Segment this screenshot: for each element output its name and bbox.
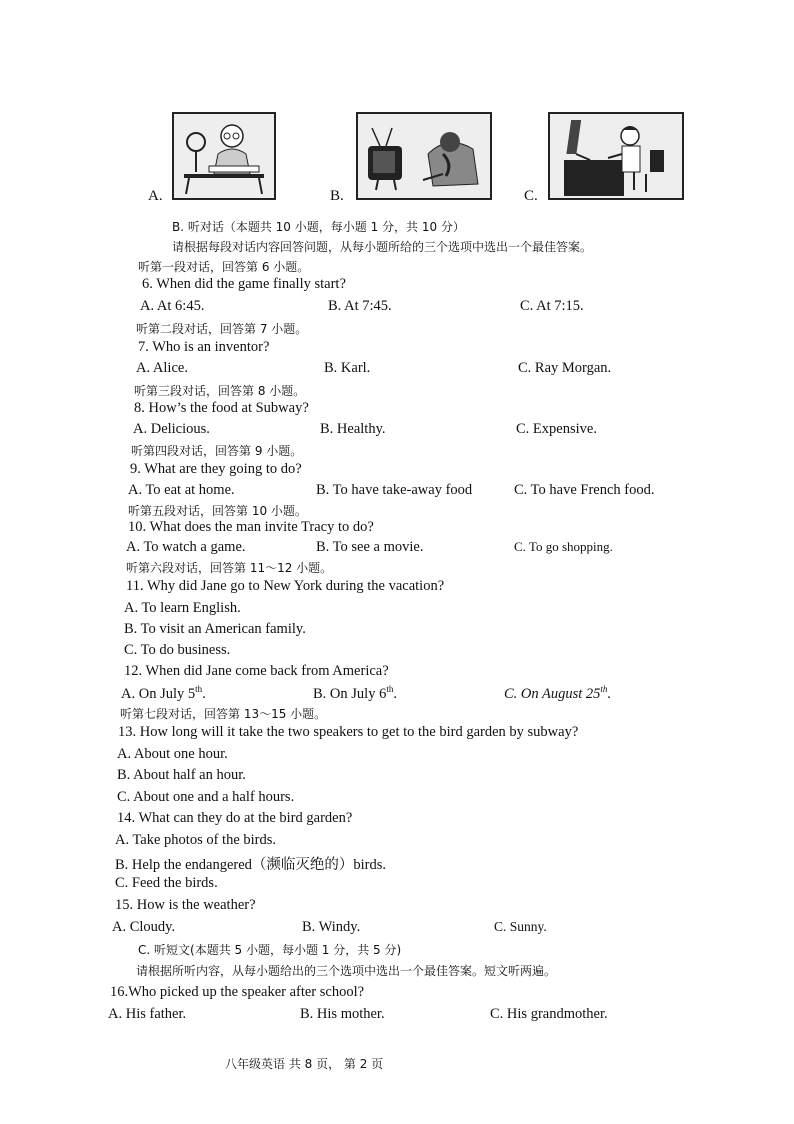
q11-option-b: B. To visit an American family. [124, 621, 306, 637]
section-b-instruction: 请根据每段对话内容回答问题，从每小题所给的三个选项中选出一个最佳答案。 [172, 240, 593, 254]
q16-option-c: C. His grandmother. [490, 1006, 608, 1022]
q10-option-a: A. To watch a game. [126, 539, 246, 555]
picture-a [172, 112, 276, 200]
q7-question: 7. Who is an inventor? [138, 339, 270, 355]
q9-option-b: B. To have take-away food [316, 482, 473, 498]
picture-b-label: B. [330, 188, 344, 204]
q10-question: 10. What does the man invite Tracy to do? [128, 519, 374, 535]
q8-option-b: B. Healthy. [320, 421, 386, 437]
section-b-header: B. 听对话（本题共 10 小题，每小题 1 分，共 10 分） [172, 220, 465, 234]
q12-option-b-text: B. On July 6 [313, 685, 387, 702]
q13-option-a: A. About one hour. [117, 746, 228, 762]
q12-option-c-text: C. On August 25 [504, 685, 601, 702]
q8-option-a: A. Delicious. [133, 421, 210, 437]
dialogue-note-5: 听第五段对话，回答第 10 小题。 [128, 504, 307, 518]
q12-option-a [121, 684, 206, 703]
person-at-computer-icon [550, 114, 682, 198]
q7-option-c: C. Ray Morgan. [518, 360, 612, 376]
q15-question: 15. How is the weather? [115, 897, 256, 913]
dialogue-note-1: 听第一段对话，回答第 6 小题。 [138, 260, 310, 274]
q15-option-b: B. Windy. [302, 919, 361, 935]
q9-option-c: C. To have French food. [514, 482, 655, 498]
q16-option-b: B. His mother. [300, 1006, 385, 1022]
q12-option-c [504, 684, 611, 703]
section-c-instruction: 请根据所听内容，从每小题给出的三个选项中选出一个最佳答案。短文听两遍。 [136, 964, 557, 978]
q8-question: 8. How’s the food at Subway? [134, 400, 309, 416]
q12-option-b-end: . [393, 685, 397, 702]
picture-c-label: C. [524, 188, 538, 204]
q12-option-a-sup: th [195, 684, 203, 694]
section-c-header: C. 听短文(本题共 5 小题，每小题 1 分，共 5 分) [138, 943, 402, 957]
dialogue-note-6: 听第六段对话，回答第 11～12 小题。 [126, 561, 333, 575]
q14-option-a: A. Take photos of the birds. [115, 832, 277, 848]
q12-question: 12. When did Jane come back from America? [124, 663, 389, 679]
q9-option-a: A. To eat at home. [128, 482, 235, 498]
picture-a-label: A. [148, 188, 163, 204]
q10-option-b: B. To see a movie. [316, 539, 424, 555]
dialogue-note-3: 听第三段对话，回答第 8 小题。 [134, 384, 306, 398]
q14-option-c: C. Feed the birds. [115, 875, 218, 891]
q6-option-c: C. At 7:15. [520, 298, 584, 314]
q7-option-a: A. Alice. [136, 360, 188, 376]
q12-option-b-sup: th [386, 684, 394, 694]
dialogue-note-2: 听第二段对话，回答第 7 小题。 [136, 322, 308, 336]
q6-option-b: B. At 7:45. [328, 298, 392, 314]
q14-question: 14. What can they do at the bird garden? [117, 810, 353, 826]
q12-option-b [313, 684, 397, 703]
q6-question: 6. When did the game finally start? [142, 276, 346, 292]
q11-option-c: C. To do business. [124, 642, 231, 658]
q12-option-a-end: . [202, 685, 206, 702]
q14-option-b: B. Help the endangered（濒临灭绝的）birds. [115, 857, 387, 873]
q12-option-c-sup: th [600, 684, 608, 694]
q10-option-c: C. To go shopping. [514, 539, 613, 554]
q13-option-b: B. About half an hour. [117, 767, 246, 783]
q7-option-b: B. Karl. [324, 360, 371, 376]
dialogue-note-4: 听第四段对话，回答第 9 小题。 [131, 444, 303, 458]
picture-b [356, 112, 492, 200]
q11-question: 11. Why did Jane go to New York during the vacation? [126, 578, 445, 594]
q15-option-a: A. Cloudy. [112, 919, 176, 935]
q16-option-a: A. His father. [108, 1006, 187, 1022]
q15-option-c: C. Sunny. [494, 919, 547, 934]
q8-option-c: C. Expensive. [516, 421, 597, 437]
page-footer: 八年级英语 共 8 页， 第 2 页 [225, 1057, 384, 1071]
q13-option-c: C. About one and a half hours. [117, 789, 295, 805]
q9-question: 9. What are they going to do? [130, 461, 302, 477]
q12-option-a-text: A. On July 5 [121, 685, 196, 702]
q13-question: 13. How long will it take the two speakers to get to the bird garden by subway? [118, 724, 579, 740]
picture-c [548, 112, 684, 200]
q12-option-c-end: . [607, 685, 612, 702]
monkey-watching-tv-icon [358, 114, 490, 198]
q6-option-a: A. At 6:45. [140, 298, 205, 314]
reading-person-icon [174, 114, 274, 198]
q16-question: 16.Who picked up the speaker after school? [110, 984, 365, 1000]
dialogue-note-7: 听第七段对话，回答第 13～15 小题。 [120, 707, 327, 721]
q11-option-a: A. To learn English. [124, 600, 241, 616]
